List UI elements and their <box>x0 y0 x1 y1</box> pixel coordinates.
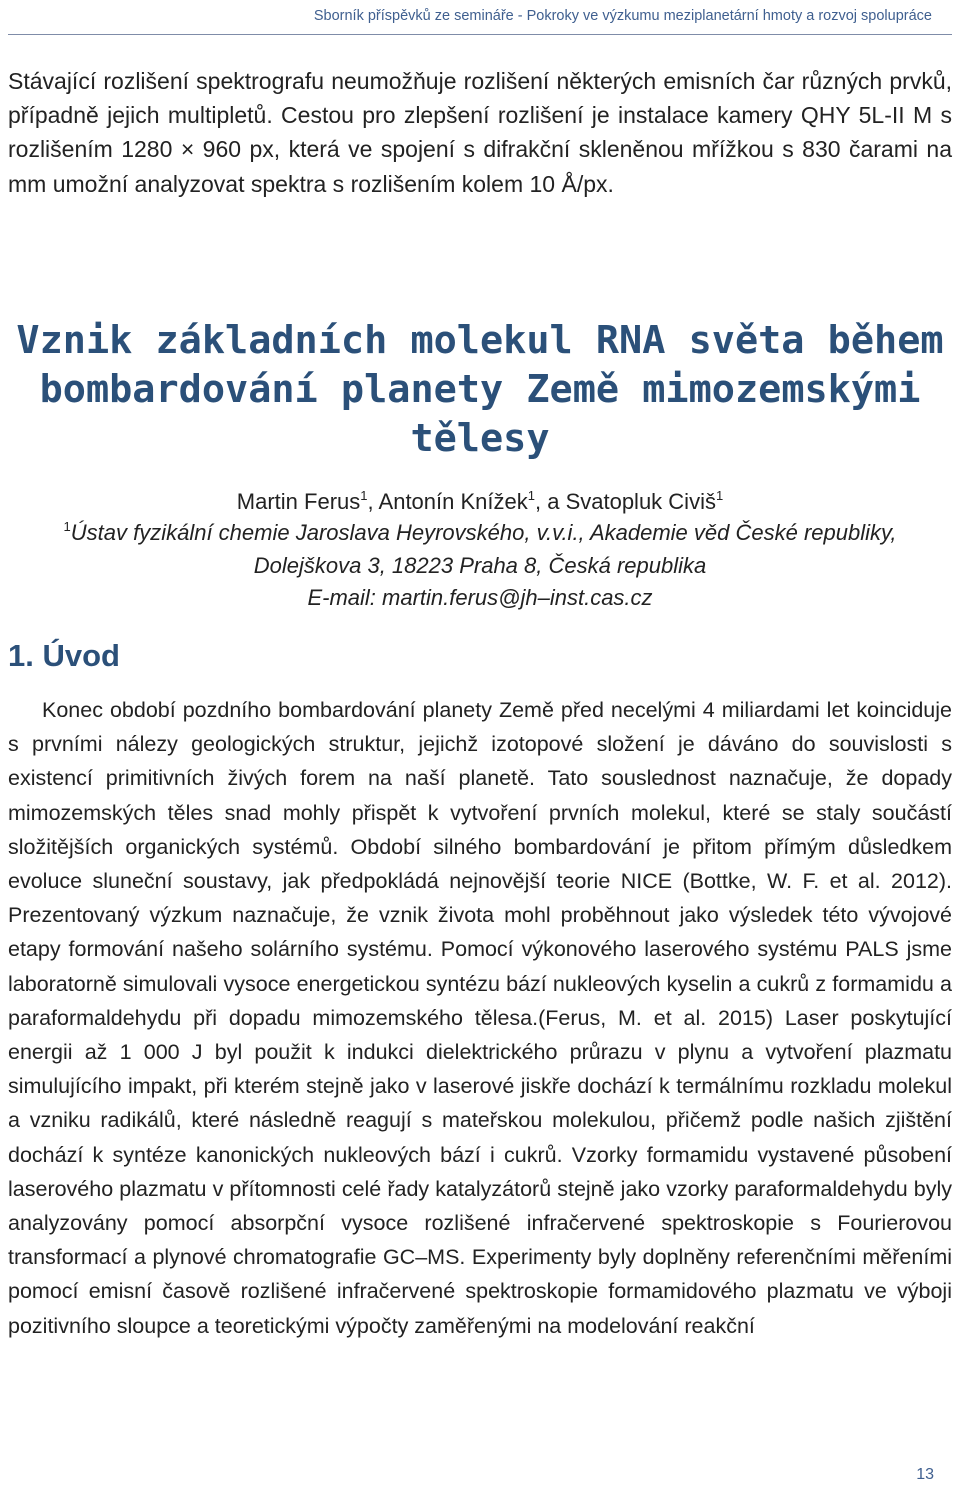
article-title: Vznik základních molekul RNA světa během bombardování planety Země mimozemskými tělesy <box>16 318 944 461</box>
running-header: Sborník příspěvků ze semináře - Pokroky ve výzkumu meziplanetární hmoty a rozvoj spolupráce <box>313 8 932 24</box>
intro-paragraph: Stávající rozlišení spektrografu neumožňuje rozlišení některých emisních čar různých prvků, případně jejich multipletů. Cestou pro zlepšení rozlišení je instalace kamery QHY 5L-II M s rozlišením 1280 × 960 px, která ve spojení s difrakční skleněnou mřížkou s 830 čarami na mm umožní analyzovat spektra s rozlišením kolem 10 Å/px. <box>8 68 952 197</box>
author-list <box>8 485 952 518</box>
affiliation-mark: 1 <box>63 519 71 534</box>
affiliation <box>8 517 952 615</box>
author-name: Martin Ferus <box>236 489 361 514</box>
author-separator: , a <box>534 489 566 514</box>
author-affiliation-mark: 1 <box>715 488 724 503</box>
section-heading: 1. Úvod <box>8 638 120 673</box>
header-divider <box>8 34 952 35</box>
email-line: E-mail: martin.ferus@jh–inst.cas.cz <box>307 585 653 610</box>
author-name: Antonín Knížek <box>378 489 528 514</box>
author-affiliation-mark: 1 <box>527 488 535 503</box>
author-separator: , <box>367 489 379 514</box>
page-number: 13 <box>916 1466 934 1483</box>
author-name: Svatopluk Civiš <box>565 489 716 514</box>
body-paragraph: Konec období pozdního bombardování planety Země před necelými 4 miliardami let koinciduje s prvními nálezy geologických struktur, jejichž izotopové složení je dáváno do souvislosti s existencí primitivních živých forem na naší planetě. Tato souslednost naznačuje, že dopady mimozemských těles snad mohly přispět k vytvoření prvních molekul, které se staly součástí složitějších organických systémů. Období silného bombardování je přitom přímým důsledkem evoluce sluneční soustavy, jak předpokládá nejnovější teorie NICE (Bottke, W. F. et al. 2012). Prezentovaný výzkum naznačuje, že vznik života mohl proběhnout jako výsledek této vývojové etapy formování našeho solárního systému. Pomocí výkonového laserového systému PALS jsme laboratorně simulovali vysoce energetickou syntézu bází nukleových kyselin a cukrů z formamidu a paraformaldehydu při dopadu mimozemského tělesa.(Ferus, M. et al. 2015) Laser poskytující energii až 1 000 J byl použit k indukci dielektrického průrazu v plynu a vytvoření plazmatu simulujícího impakt, při kterém stejně jako v laserové jiskře dochází k termálnímu rozkladu molekul a vzniku radikálů, které následně reagují s mateřskou molekulou, přičemž podle našich zjištění dochází k syntéze kanonických nukleových bází i cukrů. Vzorky formamidu vystavené působení laserového plazmatu v přítomnosti celé řady katalyzátorů stejně jako vzorky paraformaldehydu byly analyzovány pomocí absorpční vysoce rozlišené infračervené spektroskopie s Fourierovou transformací a plynové chromatografie GC–MS. Experimenty byly doplněny referenčními měřeními pomocí emisní časově rozlišené infračervené spektroskopie formamidového plazmatu ve výboji pozitivního sloupce a teoretickými výpočty zaměřenými na modelování reakční <box>8 698 952 1338</box>
affiliation-text: Ústav fyzikální chemie Jaroslava Heyrovského, v.v.i., Akademie věd České republiky, Dolejškova 3, 18223 Praha 8, Česká republika <box>70 520 897 578</box>
author-affiliation-mark: 1 <box>360 488 368 503</box>
